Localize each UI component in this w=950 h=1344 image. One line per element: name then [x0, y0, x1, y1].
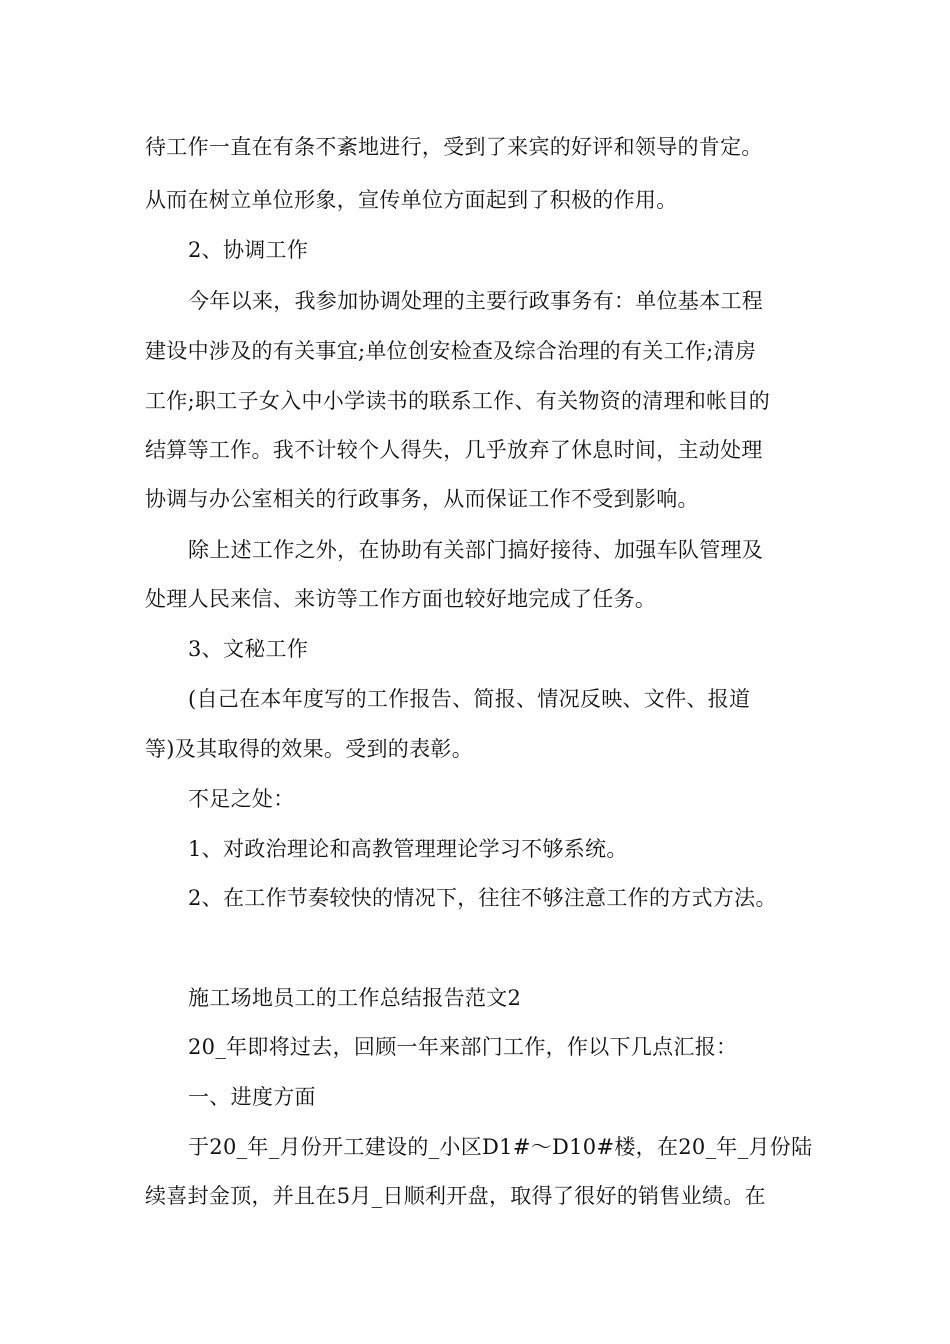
paragraph-line: 20_年即将过去，回顾一年来部门工作，作以下几点汇报：	[188, 1035, 738, 1059]
paragraph-line: 今年以来，我参加协调处理的主要行政事务有：单位基本工程	[188, 289, 764, 313]
list-item: 2、在工作节奏较快的情况下，往往不够注意工作的方式方法。	[188, 886, 777, 910]
paragraph-line: 处理人民来信、来访等工作方面也较好地完成了任务。	[145, 587, 657, 611]
paragraph-line: 等)及其取得的效果。受到的表彰。	[145, 737, 473, 761]
paragraph-line: (自己在本年度写的工作报告、简报、情况反映、文件、报道	[188, 687, 751, 711]
article-title: 施工场地员工的工作总结报告范文2	[188, 986, 522, 1010]
paragraph-line: 结算等工作。我不计较个人得失，几乎放弃了休息时间，主动处理	[145, 438, 763, 462]
paragraph-line: 建设中涉及的有关事宜;单位创安检查及综合治理的有关工作;清房	[145, 339, 757, 363]
paragraph-line: 从而在树立单位形象，宣传单位方面起到了积极的作用。	[145, 188, 678, 212]
section-heading-progress: 一、进度方面	[188, 1085, 316, 1109]
paragraph-line: 协调与办公室相关的行政事务，从而保证工作不受到影响。	[145, 487, 699, 511]
section-heading-secretarial: 3、文秘工作	[188, 637, 309, 661]
shortcomings-heading: 不足之处：	[188, 787, 295, 811]
paragraph-line: 工作;职工子女入中小学读书的联系工作、有关物资的清理和帐目的	[145, 389, 771, 413]
section-heading-coordination: 2、协调工作	[188, 238, 309, 262]
paragraph-line: 于20_年_月份开工建设的_小区D1#～D10#楼，在20_年_月份陆	[188, 1135, 813, 1159]
paragraph-line: 待工作一直在有条不紊地进行，受到了来宾的好评和领导的肯定。	[145, 135, 763, 159]
list-item: 1、对政治理论和高教管理理论学习不够系统。	[188, 837, 628, 861]
paragraph-line: 续喜封金顶，并且在5月_日顺利开盘，取得了很好的销售业绩。在	[145, 1184, 766, 1208]
paragraph-line: 除上述工作之外，在协助有关部门搞好接待、加强车队管理及	[188, 538, 764, 562]
